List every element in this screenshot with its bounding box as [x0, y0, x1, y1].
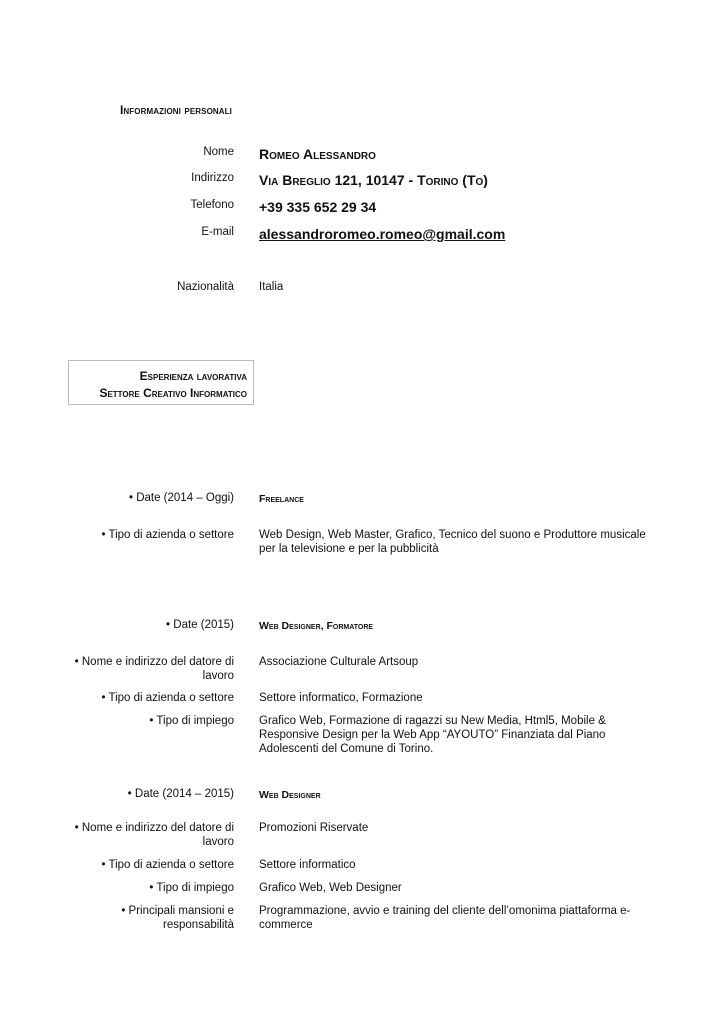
- job-role: Freelance: [259, 493, 304, 505]
- experience-subtitle: Settore Creativo Informatico: [99, 386, 247, 400]
- job-employer: Promozioni Riservate: [259, 822, 369, 834]
- name-value: Romeo Alessandro: [259, 146, 376, 162]
- name-label: Nome: [203, 146, 234, 158]
- experience-title-box: [68, 360, 254, 405]
- email-label: E-mail: [201, 226, 234, 238]
- job-sector: Settore informatico: [259, 859, 356, 871]
- job-date-label: • Date (2014 – 2015): [127, 788, 234, 800]
- address-label: Indirizzo: [191, 172, 234, 184]
- phone-label: Telefono: [190, 199, 234, 211]
- personal-info-title: Informazioni personali: [120, 103, 232, 117]
- job-sector: Settore informatico, Formazione: [259, 692, 423, 704]
- job-duties-label: • Principali mansioni e responsabilità: [121, 905, 234, 931]
- job-type-label: • Tipo di impiego: [149, 882, 234, 894]
- job-sector: Web Design, Web Master, Grafico, Tecnico del suono e Produttore musicale per la televisione e per la pubblicità: [259, 529, 646, 555]
- job-type: Grafico Web, Formazione di ragazzi su New Media, Html5, Mobile & Responsive Design per la Web App “AYOUTO” Finanziata dal Piano Adolescenti del Comune di Torino.: [259, 715, 606, 755]
- job-sector-label: • Tipo di azienda o settore: [101, 529, 234, 541]
- email-link[interactable]: alessandroromeo.romeo@gmail.com: [259, 226, 506, 242]
- phone-value: +39 335 652 29 34: [259, 199, 377, 215]
- job-date-label: • Date (2015): [166, 619, 234, 631]
- job-duties: Programmazione, avvio e training del cliente dell’omonima piattaforma e-commerce: [259, 905, 631, 931]
- job-employer-label: • Nome e indirizzo del datore di lavoro: [74, 822, 234, 848]
- job-sector-label: • Tipo di azienda o settore: [101, 692, 234, 704]
- job-role: Web Designer: [259, 789, 321, 801]
- nationality-label: Nazionalità: [177, 281, 234, 293]
- job-role: Web Designer, Formatore: [259, 620, 374, 632]
- job-type-label: • Tipo di impiego: [149, 715, 234, 727]
- nationality-value: Italia: [259, 281, 284, 293]
- job-employer-label: • Nome e indirizzo del datore di lavoro: [74, 656, 234, 682]
- address-value: Via Breglio 121, 10147 - Torino (To): [259, 172, 488, 188]
- job-type: Grafico Web, Web Designer: [259, 882, 402, 894]
- job-date-label: • Date (2014 – Oggi): [128, 492, 234, 504]
- job-sector-label: • Tipo di azienda o settore: [101, 859, 234, 871]
- job-employer: Associazione Culturale Artsoup: [259, 656, 419, 668]
- experience-title: Esperienza lavorativa: [139, 369, 247, 383]
